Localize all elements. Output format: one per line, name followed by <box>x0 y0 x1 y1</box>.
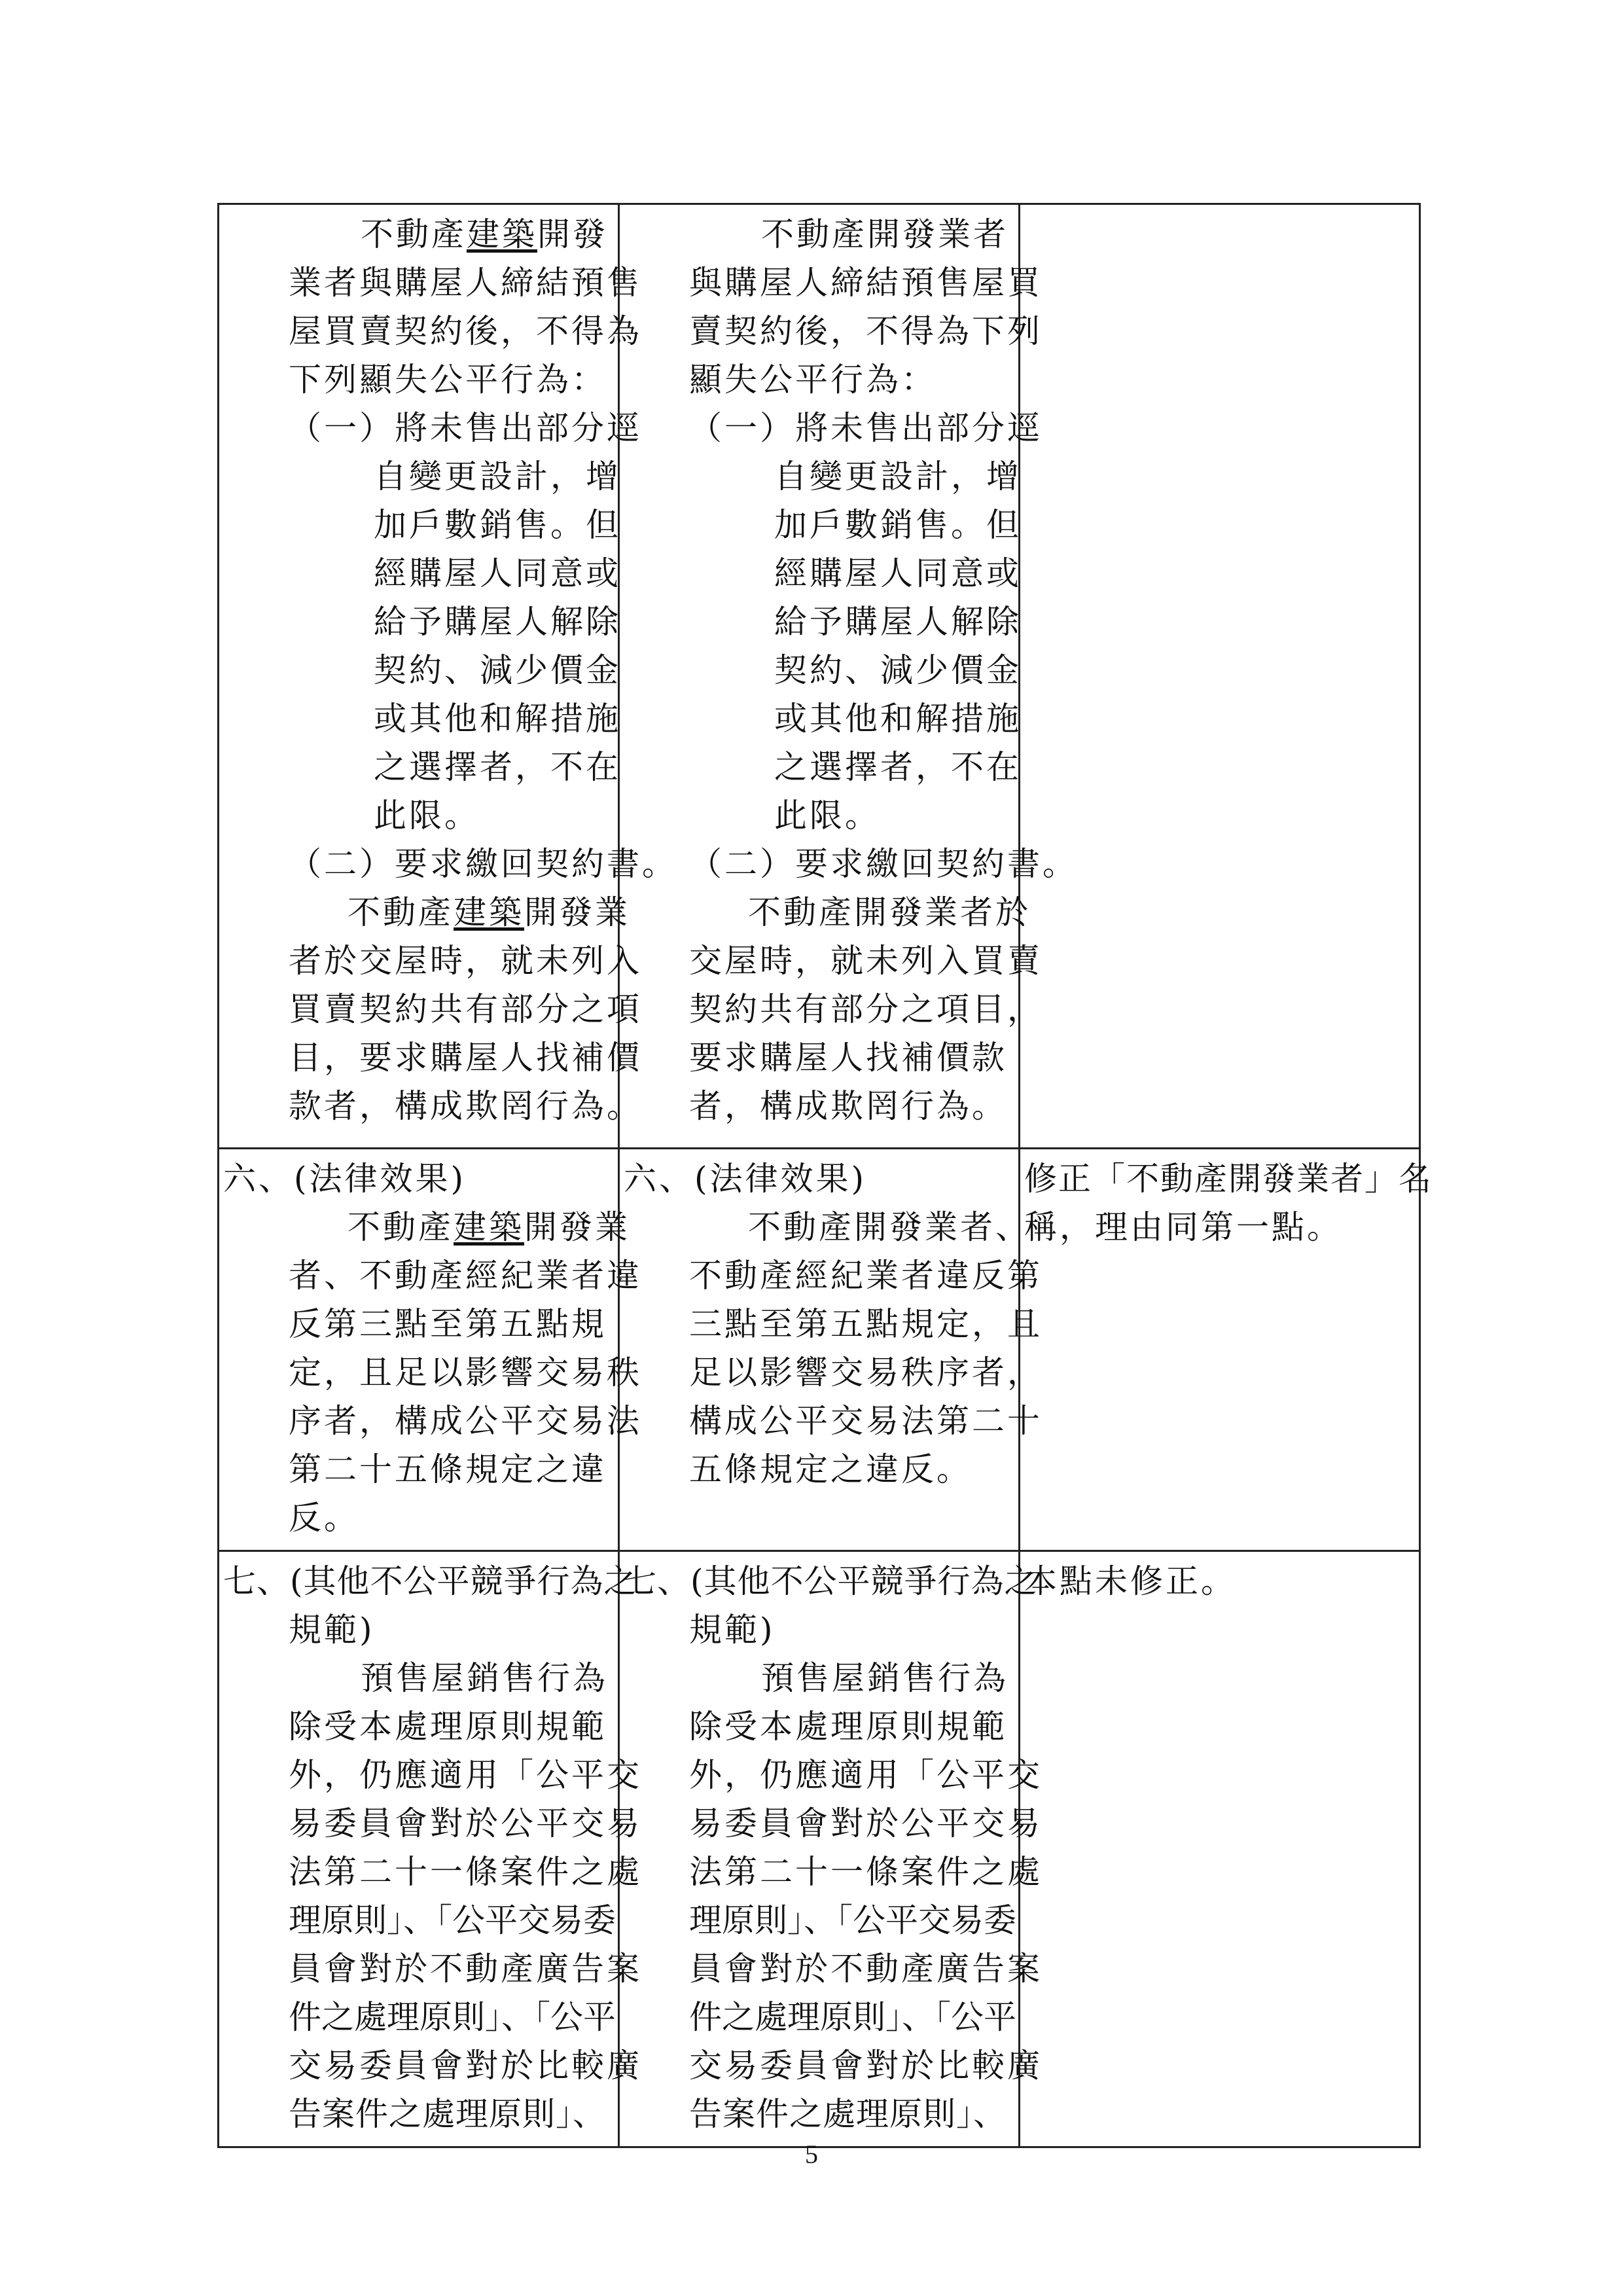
point-heading: 七、(其他不公平競爭行為之 <box>624 1562 1038 1600</box>
table-row <box>219 1551 1420 2147</box>
text-line: 業者與購屋人締結預售 <box>289 264 642 302</box>
text-line: 足以影響交易秩序者， <box>689 1354 1043 1391</box>
text-line: 不動產開發業者於 <box>748 893 1031 931</box>
explanation-cell <box>1020 1149 1433 1551</box>
text-line: 下列顯失公平行為： <box>289 361 607 399</box>
text-line: 交屋時，就未列入買賣 <box>689 942 1043 980</box>
text-line: 給予購屋人解除 <box>374 603 621 641</box>
page-number: 5 <box>805 2140 818 2169</box>
text-line: 除受本處理原則規範 <box>689 1708 1007 1746</box>
text-line: 加戶數銷售。但 <box>374 506 621 544</box>
text-line: 不動產開發業者 <box>761 215 1008 253</box>
text-line <box>223 210 614 259</box>
text-line: 理原則」、「公平交易委 <box>289 1901 616 1939</box>
text-line: 與購屋人締結預售屋買 <box>689 264 1043 302</box>
text-line: 反。 <box>289 1499 359 1537</box>
text-line: 者、不動產經紀業者違 <box>289 1257 642 1295</box>
text-line: 易委員會對於公平交易 <box>689 1804 1043 1842</box>
amended-term: 建築 <box>454 1208 524 1246</box>
text-line: 告案件之處理原則」、 <box>689 2095 1007 2133</box>
text-line: （二）要求繳回契約書。 <box>689 845 1078 883</box>
text-line: 此限。 <box>374 797 480 834</box>
point-heading: 六、(法律效果) <box>223 1160 467 1198</box>
text-line: 定，且足以影響交易秩 <box>289 1354 642 1391</box>
text-line: 契約共有部分之項目， <box>689 990 1043 1028</box>
text-line: 法第二十一條案件之處 <box>689 1853 1043 1891</box>
text-line: 不動產建築開發業 <box>348 893 630 931</box>
text-line: 自變更設計，增 <box>374 457 621 495</box>
text-line: 屋買賣契約後，不得為 <box>289 312 642 350</box>
text-line: 契約、減少價金 <box>374 651 621 689</box>
text-line: 交易委員會對於比較廣 <box>289 2047 642 2085</box>
text-line: 員會對於不動產廣告案 <box>289 1950 642 1988</box>
text-line: 者，構成欺罔行為。 <box>689 1087 1007 1125</box>
text-line: 賣契約後，不得為下列 <box>689 312 1043 350</box>
text-line: 規範) <box>689 1611 776 1649</box>
text-line: 規範) <box>289 1611 375 1649</box>
original-text-cell <box>619 1149 1043 1551</box>
text-line: 此限。 <box>774 797 880 834</box>
text-line: 買賣契約共有部分之項 <box>289 990 642 1028</box>
text-line: 五條規定之違反。 <box>689 1450 972 1488</box>
original-text-cell <box>619 1551 1043 2147</box>
text-line: 件之處理原則」、「公平 <box>289 1998 616 2036</box>
text-line: 之選擇者，不在 <box>774 748 1022 786</box>
table-row <box>219 1149 1420 1551</box>
text-line: （二）要求繳回契約書。 <box>289 845 677 883</box>
text-line: 自變更設計，增 <box>774 457 1022 495</box>
text-line: 經購屋人同意或 <box>774 554 1022 592</box>
text-line: 加戶數銷售。但 <box>774 506 1022 544</box>
text-line: 不動產建築開發業 <box>348 1208 630 1246</box>
original-text-cell <box>619 204 1078 1149</box>
text-line: （一）將未售出部分逕 <box>689 409 1043 447</box>
amended-text-cell <box>219 204 677 1149</box>
text-line: 易委員會對於公平交易 <box>289 1804 642 1842</box>
text-line: 交易委員會對於比較廣 <box>689 2047 1043 2085</box>
amended-term: 建築 <box>454 893 524 931</box>
text-line: 反第三點至第五點規 <box>289 1305 607 1343</box>
text-line: 法第二十一條案件之處 <box>289 1853 642 1891</box>
table-row <box>219 204 1420 1149</box>
text-line: 或其他和解措施 <box>374 700 621 738</box>
text-line: 給予購屋人解除 <box>774 603 1022 641</box>
text-line: 稱，理由同第一點。 <box>1024 1208 1342 1246</box>
text-line: 不動產開發業者、 <box>748 1208 1031 1246</box>
text-line: 契約、減少價金 <box>774 651 1022 689</box>
explanation-cell <box>1020 204 1420 1149</box>
text-line: 不動產經紀業者違反第 <box>689 1257 1043 1295</box>
point-heading: 六、(法律效果) <box>624 1160 867 1198</box>
text-line: 本點未修正。 <box>1024 1562 1236 1600</box>
amended-text-cell <box>219 1551 642 2147</box>
text-line: 目，要求購屋人找補價 <box>289 1039 642 1077</box>
text-line: 件之處理原則」、「公平 <box>689 1998 1016 2036</box>
text-line: 預售屋銷售行為 <box>761 1659 1008 1697</box>
text-line: 三點至第五點規定，且 <box>689 1305 1043 1343</box>
text-line: 或其他和解措施 <box>774 700 1022 738</box>
point-heading: 七、(其他不公平競爭行為之 <box>223 1562 637 1600</box>
text-line: 第二十五條規定之違 <box>289 1450 607 1488</box>
text-line: 序者，構成公平交易法 <box>289 1402 642 1440</box>
amended-text-cell <box>219 1149 642 1551</box>
text-fragment: 不動產建築開發 <box>361 215 608 253</box>
text-line: 要求購屋人找補價款 <box>689 1039 1007 1077</box>
text-line: 員會對於不動產廣告案 <box>689 1950 1043 1988</box>
text-line: 經購屋人同意或 <box>374 554 621 592</box>
text-line: 外，仍應適用「公平交 <box>689 1756 1043 1794</box>
text-line: 告案件之處理原則」、 <box>289 2095 606 2133</box>
explanation-cell <box>1020 1551 1420 2147</box>
text-line: 除受本處理原則規範 <box>289 1708 607 1746</box>
comparison-table <box>217 203 1433 2148</box>
amended-term: 建築 <box>467 215 537 253</box>
text-line: 預售屋銷售行為 <box>361 1659 608 1697</box>
text-line: 理原則」、「公平交易委 <box>689 1901 1016 1939</box>
text-line: 者於交屋時，就未列入 <box>289 942 642 980</box>
text-line: （一）將未售出部分逕 <box>289 409 642 447</box>
text-line: 款者，構成欺罔行為。 <box>289 1087 642 1125</box>
text-line: 修正「不動產開發業者」名 <box>1024 1160 1433 1198</box>
text-line: 顯失公平行為： <box>689 361 936 399</box>
text-line: 外，仍應適用「公平交 <box>289 1756 642 1794</box>
text-line: 構成公平交易法第二十 <box>689 1402 1043 1440</box>
text-line: 之選擇者，不在 <box>374 748 621 786</box>
